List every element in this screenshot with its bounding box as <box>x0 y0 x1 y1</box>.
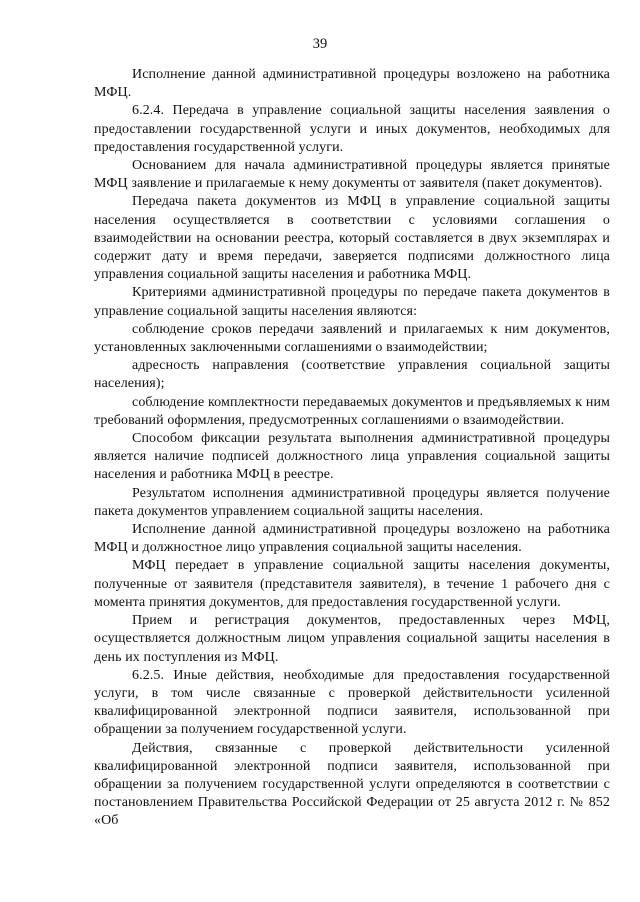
paragraph: соблюдение комплектности передаваемых документов и предъявляемых к ним требований оформления, предусмотренных соглашениями о взаимодействии. <box>94 394 610 428</box>
paragraph: МФЦ передает в управление социальной защиты населения документы, полученные от заявителя (представителя заявителя), в течение 1 рабочего дня с момента принятия документов, для предоставления государственной услуги. <box>94 558 610 610</box>
paragraph: Основанием для начала административной процедуры является принятые МФЦ заявление и прилагаемые к нему документы от заявителя (пакет документов). <box>94 158 610 192</box>
body-text <box>94 66 610 831</box>
paragraph: Способом фиксации результата выполнения административной процедуры является наличие подписей должностного лица управления социальной защиты населения и работника МФЦ в реестре. <box>94 431 610 483</box>
paragraph: Исполнение данной административной процедуры возложено на работника МФЦ. <box>94 67 610 101</box>
paragraph: Действия, связанные с проверкой действительности усиленной квалифицированной электронной подписи заявителя, использованной при обращении за получением государственной услуги определяются в соответствии с постановлением Правительства Российской Федерации от 25 августа 2012 г. № 852 «Об <box>94 740 610 829</box>
paragraph: Критериями административной процедуры по передаче пакета документов в управление социальной защиты населения являются: <box>94 285 610 319</box>
paragraph: 6.2.4. Передача в управление социальной защиты населения заявления о предоставлении государственной услуги и иных документов, необходимых для предоставления государственной услуги. <box>94 103 610 155</box>
page-number: 39 <box>312 36 328 52</box>
paragraph: адресность направления (соответствие управления социальной защиты населения); <box>94 358 610 392</box>
paragraph: Результатом исполнения административной процедуры является получение пакета документов управлением социальной защиты населения. <box>94 485 610 519</box>
paragraph: Передача пакета документов из МФЦ в управление социальной защиты населения осуществляется в соответствии с условиями соглашения о взаимодействии на основании реестра, который составляется в двух экземплярах и содержит дату и время передачи, заверяется подписями должностного лица управления социальной защиты населения и работника МФЦ. <box>94 194 610 283</box>
paragraph: Исполнение данной административной процедуры возложено на работника МФЦ и должностное лицо управления социальной защиты населения. <box>94 522 610 556</box>
paragraph: 6.2.5. Иные действия, необходимые для предоставления государственной услуги, в том числе связанные с проверкой действительности усиленной квалифицированной электронной подписи заявителя, использованной при обращении за получением государственной услуги. <box>94 667 610 738</box>
paragraph: соблюдение сроков передачи заявлений и прилагаемых к ним документов, установленных заключенными соглашениями о взаимодействии; <box>94 321 610 356</box>
paragraph: Прием и регистрация документов, предоставленных через МФЦ, осуществляется должностным лицом управления социальной защиты населения в день их поступления из МФЦ. <box>94 613 610 665</box>
